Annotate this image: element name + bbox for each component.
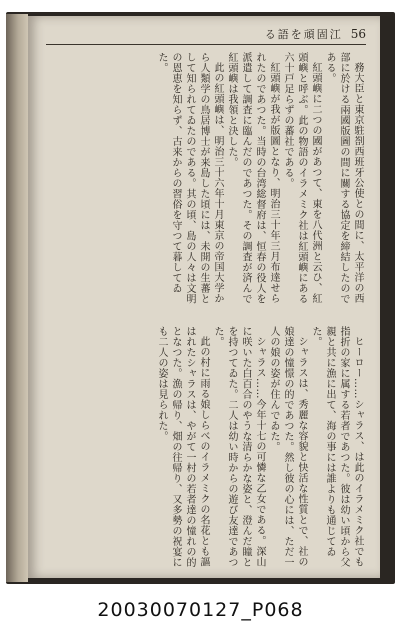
facing-page-edge <box>6 14 28 582</box>
upper-text-block <box>48 52 364 310</box>
page-number: 56 <box>350 27 366 41</box>
paragraph: 此の紅頭嶼は、明治三十六年十月東京の帝国大学から人類学の鳥居博士が来島した頃には、未開の生蕃として知られてゐたのである。其の頃、島の人々は文明の恩恵を知らず、古来からの習俗を守つて暮してゐた。 <box>156 52 223 304</box>
page-header <box>265 26 366 42</box>
book-page <box>28 16 380 578</box>
paragraph: シャラス……今年十七の可憐な乙女である。深山に咲いた白百合のやうな清らかな姿と、澄んだ瞳とを持つてゐた。二人は幼い時からの遊び友達であつた。 <box>212 326 265 568</box>
paragraph: 紅頭嶼が我が版圖となり、明治三十年三月布達せられたのであつた。当時の台湾総督府は、恒春の役人を派遣して調査に臨んだのであつた。その調査が済んで紅頭嶼は我領と決した。 <box>226 52 279 304</box>
image-caption: 20030070127_P068 <box>97 599 304 621</box>
header-rule <box>46 44 366 45</box>
paragraph: シャラスは、秀麗な容貌と快活な性質とで、社の娘達の憧憬の的であつた。然し彼の心には、ただ一人の娘の姿が住んでゐた。 <box>268 326 307 568</box>
running-title: る語を頑固江 <box>264 28 343 41</box>
paragraph: 此の村に雨る娘しらべのイラメミクの名花とも謳はれたシャラスは、やがて一村の若者達の憧れの的となつた。漁の帰り、畑の往帰り、又多勢の祝宴にも二人の姿は見られた。 <box>156 326 209 568</box>
paragraph: 務大臣と東京駐剳西班牙公使との間に、太平洋の西部に於ける兩國版圖の間に關する協定を締結したのである。 <box>324 52 363 304</box>
lower-text-block <box>48 326 364 568</box>
paragraph: 紅頭嶼に二つの國があつて、東を八代洲と云ひ、紅頭嶼と呼ぶ。此の物語のイラメミク社は紅頭嶼にある六十戸足らずの蕃社である。 <box>282 52 321 304</box>
paragraph: ヒーロー……シャラス、は此のイラメミク社でも指折の家に属する若者であつた。彼は幼い頃から父親と共に漁に出て、海の事には誰よりも通じてゐた。 <box>310 326 363 568</box>
